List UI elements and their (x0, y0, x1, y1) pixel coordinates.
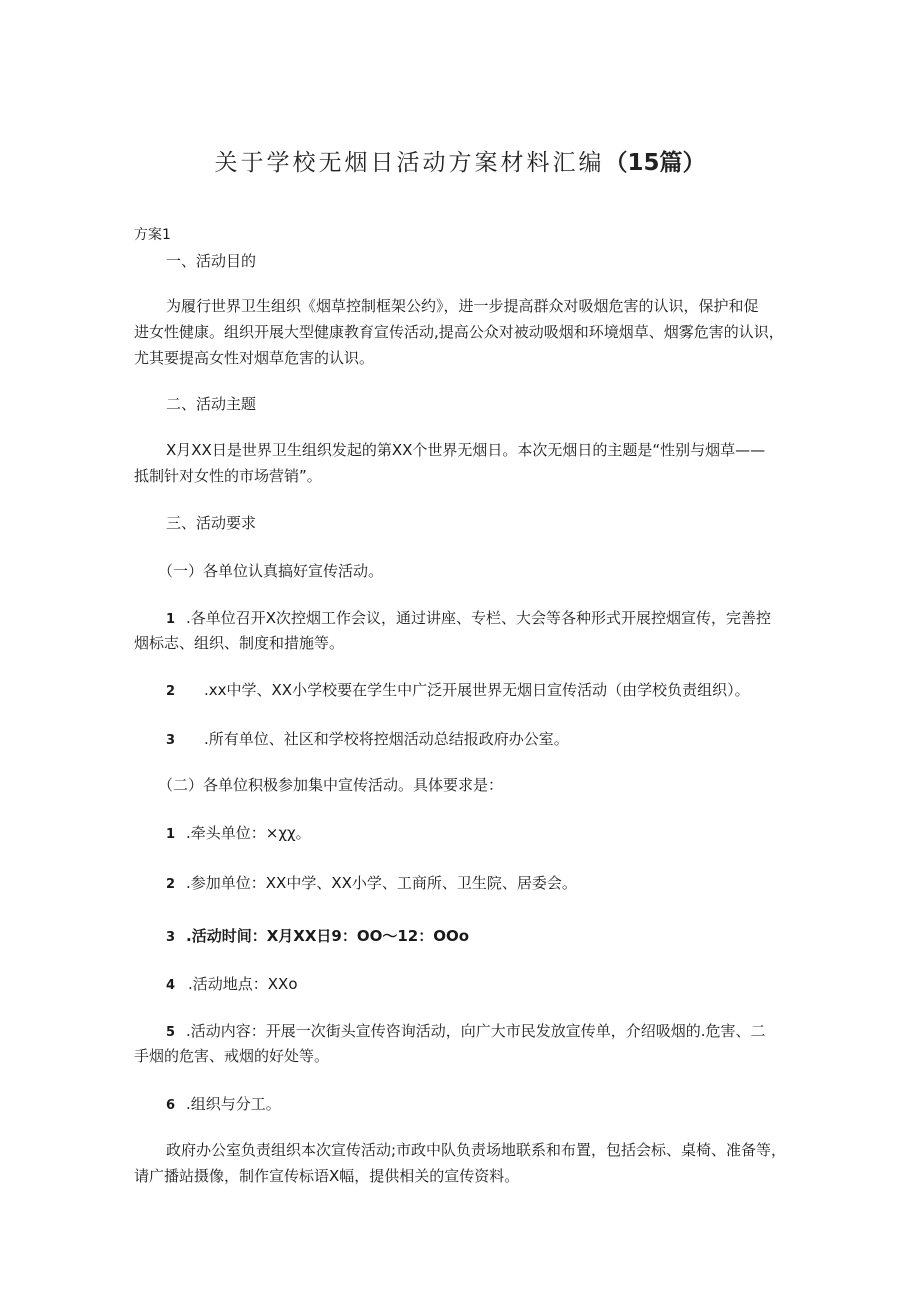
sub2-item-5 (166, 1021, 766, 1043)
section1-paragraph-line2: 进女性健康。组织开展大型健康教育宣传活动,提高公众对被动吸烟和环境烟草、烟雾危害的认识， (134, 323, 784, 341)
section3-heading: 三、活动要求 (166, 514, 257, 532)
section2-paragraph-line1: X月XX日是世界卫生组织发起的第XX个世界无烟日。本次无烟日的主题是“性别与烟草—— (166, 441, 766, 459)
item-text: .参加单位：XX中学、XX小学、工商所、卫生院、居委会。 (186, 874, 577, 892)
item-text: .各单位召开X次控烟工作会议，通过讲座、专栏、大会等各种形式开展控烟宣传，完善控 (186, 609, 772, 627)
sub1-item-1 (166, 608, 771, 630)
sub1-item-1-continued: 烟标志、组织、制度和措施等。 (134, 634, 345, 652)
document-title (0, 144, 920, 177)
section1-paragraph-line1: 为履行世界卫生组织《烟草控制框架公约》，进一步提高群众对吸烟危害的认识，保护和促 (166, 297, 759, 315)
section1-paragraph-line3: 尤其要提高女性对烟草危害的认识。 (134, 349, 375, 367)
sub2-item-1 (166, 823, 311, 845)
item-text: .活动地点：XXo (188, 975, 298, 993)
plan-label: 方案1 (134, 227, 171, 243)
section1-heading: 一、活动目的 (166, 252, 257, 270)
item-text: .活动时间：X月XX日9：OO～12：OOo (186, 927, 470, 945)
sub2-item-6 (166, 1094, 281, 1116)
item-number: 2 (166, 877, 176, 892)
sub1-item-2 (166, 680, 750, 702)
item-number: 6 (166, 1098, 176, 1113)
title-text: 关于学校无烟日活动方案材料汇编 (214, 150, 605, 176)
item-text: .组织与分工。 (186, 1095, 281, 1113)
item-number: 2 (166, 684, 176, 699)
item-text: .xx中学、XX小学校要在学生中广泛开展世界无烟日宣传活动（由学校负责组织）。 (204, 681, 750, 699)
sub1-heading: （一）各单位认真搞好宣传活动。 (158, 562, 384, 580)
item-number: 3 (166, 930, 176, 945)
sub2-item-2 (166, 873, 577, 895)
sub2-heading: （二）各单位积极参加集中宣传活动。具体要求是： (158, 776, 504, 794)
final-paragraph-line1: 政府办公室负责组织本次宣传活动;市政中队负责场地联系和布置，包括会标、桌椅、准备等， (166, 1141, 787, 1159)
final-paragraph-line2: 请广播站摄像，制作宣传标语X幅，提供相关的宣传资料。 (134, 1167, 520, 1185)
sub2-item-5-continued: 手烟的危害、戒烟的好处等。 (134, 1047, 330, 1065)
title-count: （15篇） (604, 150, 706, 176)
section2-paragraph-line2: 抵制针对女性的市场营销”。 (134, 467, 322, 485)
item-text: .活动内容：开展一次街头宣传咨询活动，向广大市民发放宣传单，介绍吸烟的.危害、二 (186, 1022, 766, 1040)
section2-heading: 二、活动主题 (166, 395, 257, 413)
item-number: 1 (166, 827, 176, 842)
item-number: 1 (166, 612, 176, 627)
sub1-item-3 (166, 729, 569, 751)
item-text: .所有单位、社区和学校将控烟活动总结报政府办公室。 (204, 730, 569, 748)
sub2-item-4 (166, 974, 298, 996)
sub2-item-3 (166, 926, 469, 948)
item-number: 5 (166, 1025, 176, 1040)
item-text: .牵头单位：×χχ。 (186, 824, 311, 842)
item-number: 3 (166, 733, 176, 748)
item-number: 4 (166, 978, 176, 993)
